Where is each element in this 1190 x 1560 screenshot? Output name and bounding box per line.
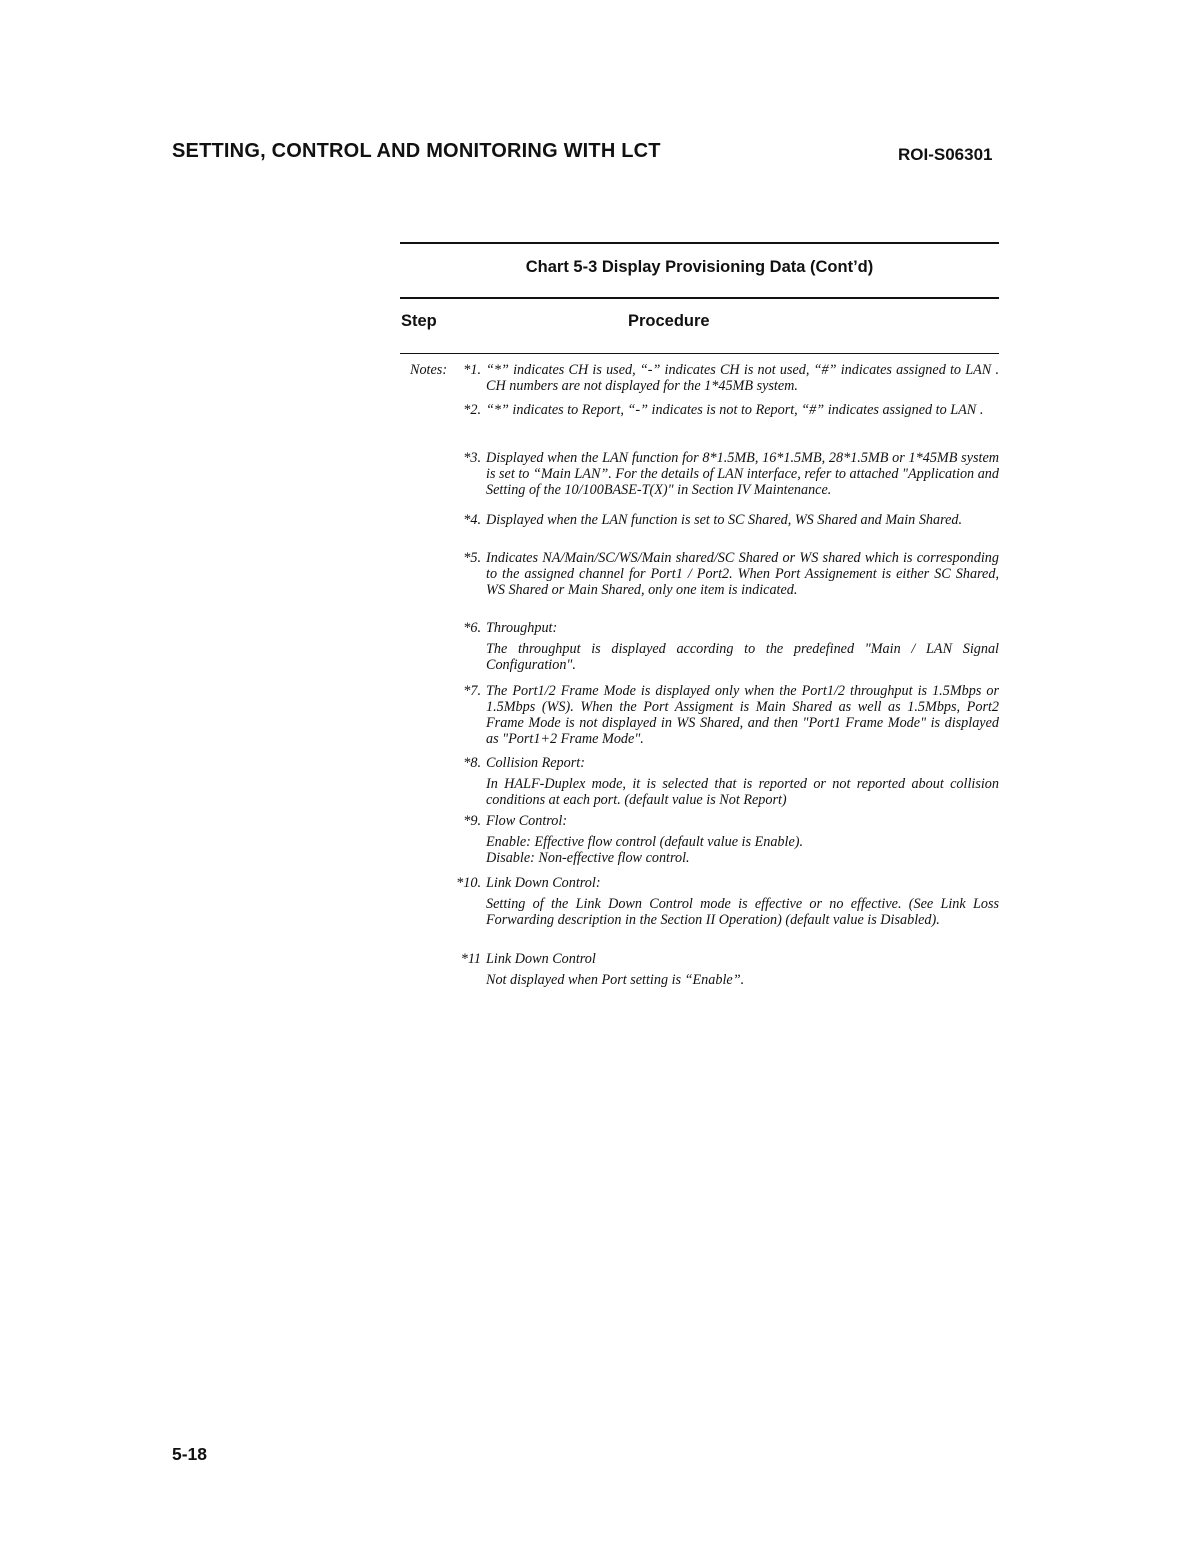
- note-body: [486, 450, 999, 498]
- note-body: [486, 755, 999, 808]
- column-header-procedure: Procedure: [628, 312, 710, 330]
- note-text: Flow Control:: [486, 813, 568, 829]
- note-number: *7.: [463, 683, 481, 699]
- header-rule: [400, 353, 999, 354]
- note-number: *5.: [463, 550, 481, 566]
- note-text: Setting of the Link Down Control mode is effective or no effective. (See Link Loss Forwarding description in the Section II Operation) (default value is Disabled).: [486, 896, 999, 928]
- note-text: Displayed when the LAN function is set to SC Shared, WS Shared and Main Shared.: [486, 512, 963, 528]
- column-header-step: Step: [401, 312, 437, 330]
- section-title: SETTING, CONTROL AND MONITORING WITH LCT: [172, 140, 661, 162]
- page-number: 5-18: [172, 1444, 208, 1464]
- note-number: *9.: [463, 813, 481, 829]
- note-text: Enable: Effective flow control (default value is Enable). Disable: Non-effective flow control.: [486, 834, 804, 866]
- note-text: Throughput:: [486, 620, 558, 636]
- note-body: [486, 550, 999, 598]
- note-text: In HALF-Duplex mode, it is selected that is reported or not reported about collision conditions at each port. (default value is Not Report): [486, 776, 999, 808]
- note-text: The throughput is displayed according to the predefined "Main / LAN Signal Configuration".: [486, 641, 999, 673]
- notes-label: Notes:: [410, 362, 448, 378]
- title-rule: [400, 297, 999, 299]
- note-text: Indicates NA/Main/SC/WS/Main shared/SC Shared or WS shared which is corresponding to the assigned channel for Port1 / Port2. When Port Assignement is either SC Shared, WS Shared or Main Shared, only one item is indicated.: [486, 550, 999, 598]
- note-body: [486, 875, 999, 928]
- note-body: [486, 683, 999, 747]
- note-body: [486, 362, 999, 394]
- note-number: *8.: [463, 755, 481, 771]
- note-number: *6.: [463, 620, 481, 636]
- note-text: Collision Report:: [486, 755, 585, 771]
- document-id: ROI-S06301: [898, 145, 993, 164]
- note-text: Displayed when the LAN function for 8*1.5MB, 16*1.5MB, 28*1.5MB or 1*45MB system is set to “Main LAN”. For the details of LAN interface, refer to attached "Application and Setting of the 10/100BASE-T(X)" in Section IV Maintenance.: [486, 450, 999, 498]
- note-body: [486, 620, 999, 673]
- note-text: Link Down Control: [486, 951, 596, 967]
- note-number: *11: [460, 951, 481, 967]
- note-text: Link Down Control:: [486, 875, 601, 891]
- note-text: “*” indicates to Report, “-” indicates is not to Report, “#” indicates assigned to LAN .: [486, 402, 984, 418]
- note-text: The Port1/2 Frame Mode is displayed only when the Port1/2 throughput is 1.5Mbps or 1.5Mbps (WS). When the Port Assigment is Main Shared as well as 1.5Mbps, Port2 Frame Mode is not displayed in WS Shared, and then "Port1 Frame Mode" is displayed as "Port1+2 Frame Mode".: [486, 683, 999, 747]
- note-number: *1.: [463, 362, 481, 378]
- note-number: *10.: [456, 875, 481, 891]
- note-number: *3.: [463, 450, 481, 466]
- note-body: [486, 402, 999, 418]
- note-number: *4.: [463, 512, 481, 528]
- note-body: [486, 512, 999, 528]
- note-number: *2.: [463, 402, 481, 418]
- top-rule: [400, 242, 999, 244]
- note-body: [486, 951, 999, 988]
- note-text: Not displayed when Port setting is “Enable”.: [486, 972, 745, 988]
- chart-title: Chart 5-3 Display Provisioning Data (Cont’d): [525, 258, 874, 276]
- note-text: “*” indicates CH is used, “-” indicates CH is not used, “#” indicates assigned to LAN . CH numbers are not displayed for the 1*45MB system.: [486, 362, 999, 394]
- note-body: [486, 813, 999, 866]
